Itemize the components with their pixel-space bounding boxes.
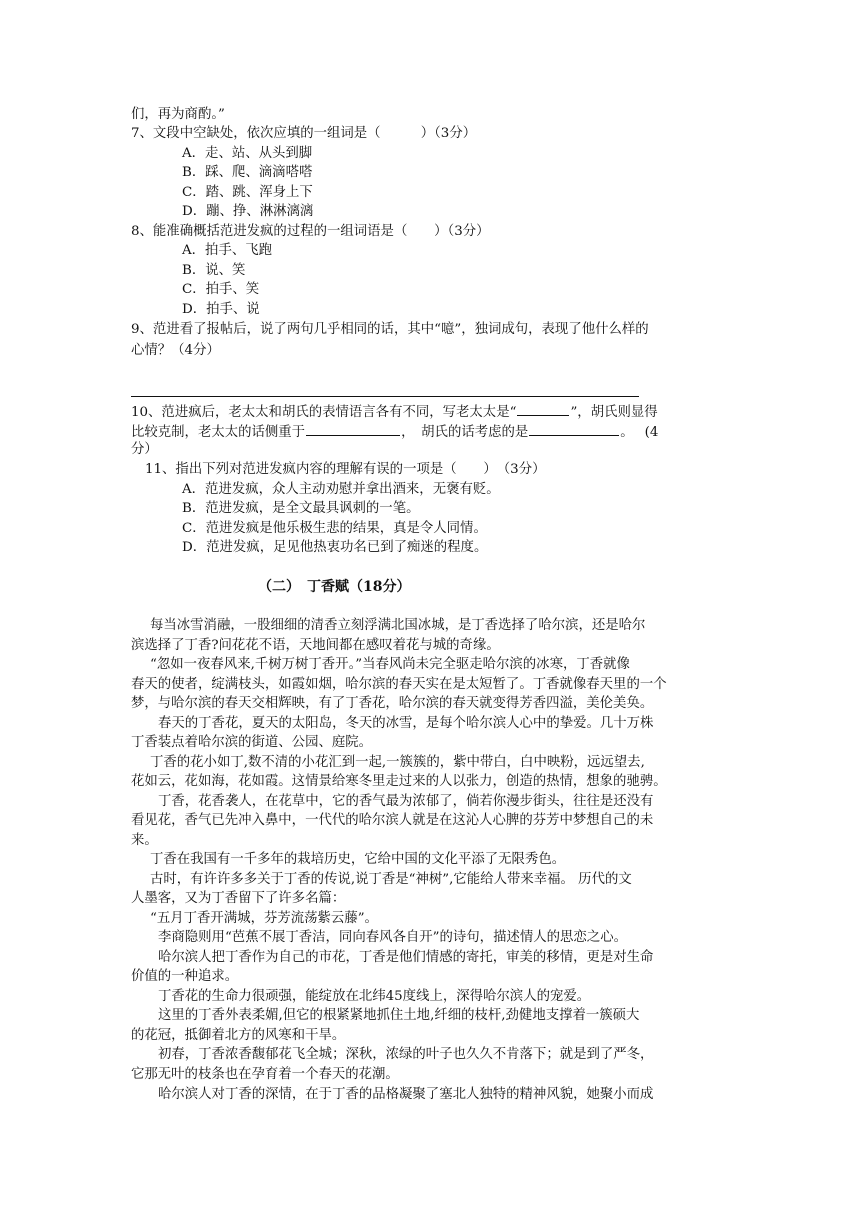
question-11: 11、指出下列对范进发疯内容的理解有误的一项是（ ） （3分） [145,462,546,477]
passage-line: 李商隐则用“芭蕉不展丁香洁，同向春风各自开”的诗句，描述情人的思恋之心。 [158,930,627,945]
answer-line-q9 [131,396,639,397]
q8-option-c: C．拍手、笑 [182,282,260,297]
q10-blank-1 [517,401,569,416]
passage-line: 春天的使者，绽满枝头，如霞如烟，哈尔滨的春天实在是太短暂了。丁香就像春天里的一个 [131,677,667,692]
question-9: 9、范进看了报帖后，说了两句几乎相同的话，其中“噫”，独词成句，表现了他什么样的 [131,322,649,337]
passage-line: 春天的丁香花，夏天的太阳岛，冬天的冰雪，是每个哈尔滨人心中的挚爱。几十万株 [158,716,654,731]
q8-option-a: A．拍手、飞跑 [182,243,273,258]
question-8: 8、能准确概括范进发疯的过程的一组词语是（ ）（3分） [131,224,490,239]
passage-line: 丁香花的生命力很顽强，能绽放在北纬45度线上，深得哈尔滨人的宠爱。 [158,989,591,1004]
question-10 [131,401,731,423]
passage-line: 价值的一种追求。 [131,969,239,984]
passage-line: 丁香的花小如丁,数不清的小花汇到一起,一簇簇的，紫中带白，白中映粉，远远望去, [150,755,645,770]
passage-line: 滨选择了丁香?问花花不语，天地间都在感叹着花与城的奇缘。 [131,638,500,653]
q10-text-2: ”，胡氏则显得 [570,405,658,420]
passage-line: 这里的丁香外表柔媚,但它的根紧紧地抓住土地,纤细的枝杆,劲健地支撑着一簇硕大 [158,1008,640,1023]
question-9-cont: 心情？（4分） [131,343,220,358]
q7-option-c: C．踏、跳、浑身上下 [182,185,313,200]
q7-option-b: B．踩、爬、滴滴嗒嗒 [182,165,313,180]
passage-line: “五月丁香开满城，芬芳流荡紫云藤”。 [150,911,378,926]
passage-line: 来。 [131,833,158,848]
q10-text-1: 10、范进疯后，老太太和胡氏的表情语言各有不同，写老太太是“ [131,405,517,420]
q11-option-c: C．范进发疯是他乐极生悲的结果，真是令人同情。 [182,521,487,536]
passage-line: 每当冰雪消融，一股细细的清香立刻浮满北国冰城，是丁香选择了哈尔滨，还是哈尔 [150,618,646,633]
q10-text-3: 比较克制，老太太的话侧重于 [131,425,306,440]
passage-line: 看见花，香气已先冲入鼻中，一代代的哈尔滨人就是在这沁人心脾的芬芳中梦想自己的未 [131,813,654,828]
q7-option-d: D．蹦、挣、淋淋漓漓 [182,204,314,219]
passage-line: 花如云，花如海，花如霞。这情景给寒冬里走过来的人以张力，创造的热情，想象的驰骋。 [131,774,667,789]
passage-line: 丁香在我国有一千多年的栽培历史，它给中国的文化平添了无限秀色。 [150,852,566,867]
passage-line: 丁香装点着哈尔滨的街道、公园、庭院。 [131,735,373,750]
q8-option-d: D．拍手、说 [182,302,260,317]
passage-line: 哈尔滨人对丁香的深情，在于丁香的品格凝聚了塞北人独特的精神风貌，她聚小而成 [158,1087,654,1102]
text-line: 们，再为商酌。” [131,107,225,122]
q10-blank-2 [306,421,400,436]
q10-text-4: ， 胡氏的话考虑的是 [401,425,529,440]
passage-line: 的花冠，抵御着北方的风寒和干旱。 [131,1028,346,1043]
passage-line: 古时，有许许多多关于丁香的传说,说丁香是“神树”,它能给人带来幸福。 历代的文 [150,872,632,887]
question-7: 7、文段中空缺处，依次应填的一组词是（ ）（3分） [131,126,477,141]
q7-option-a: A．走、站、从头到脚 [182,146,313,161]
q11-option-a: A．范进发疯，众人主动劝慰并拿出酒来，无褒有贬。 [182,482,500,497]
passage-line: “忽如一夜春风来,千树万树丁香开。”当春风尚未完全驱走哈尔滨的冰寒，丁香就像 [150,657,630,672]
q11-option-b: B．范进发疯，是全文最具讽刺的一笔。 [182,501,420,516]
passage-line: 梦，与哈尔滨的春天交相辉映，有了丁香花，哈尔滨的春天就变得芳香四溢，美伦美奂。 [131,696,654,711]
q11-option-d: D．范进发疯，足见他热衷功名已到了痴迷的程度。 [182,540,488,555]
passage-line: 丁香，花香袭人，在花草中，它的香气最为浓郁了，倘若你漫步街头，往往是还没有 [158,794,654,809]
q10-blank-3 [529,421,619,436]
passage-line: 人墨客，又为丁香留下了许多名篇： [131,891,346,906]
passage-line: 哈尔滨人把丁香作为自己的市花，丁香是他们情感的寄托，审美的移情，更是对生命 [158,950,654,965]
passage-line: 它那无叶的枝条也在孕育着一个春天的花潮。 [131,1067,399,1082]
question-10-cont2: 分） [131,442,158,457]
section-title: （二） 丁香赋（18分） [258,579,411,595]
passage-line: 初春，丁香浓香馥郁花飞全城；深秋，浓绿的叶子也久久不肯落下；就是到了严冬， [158,1047,654,1062]
q8-option-b: B．说、笑 [182,263,246,278]
q10-text-5: 。 (4 [620,425,659,440]
